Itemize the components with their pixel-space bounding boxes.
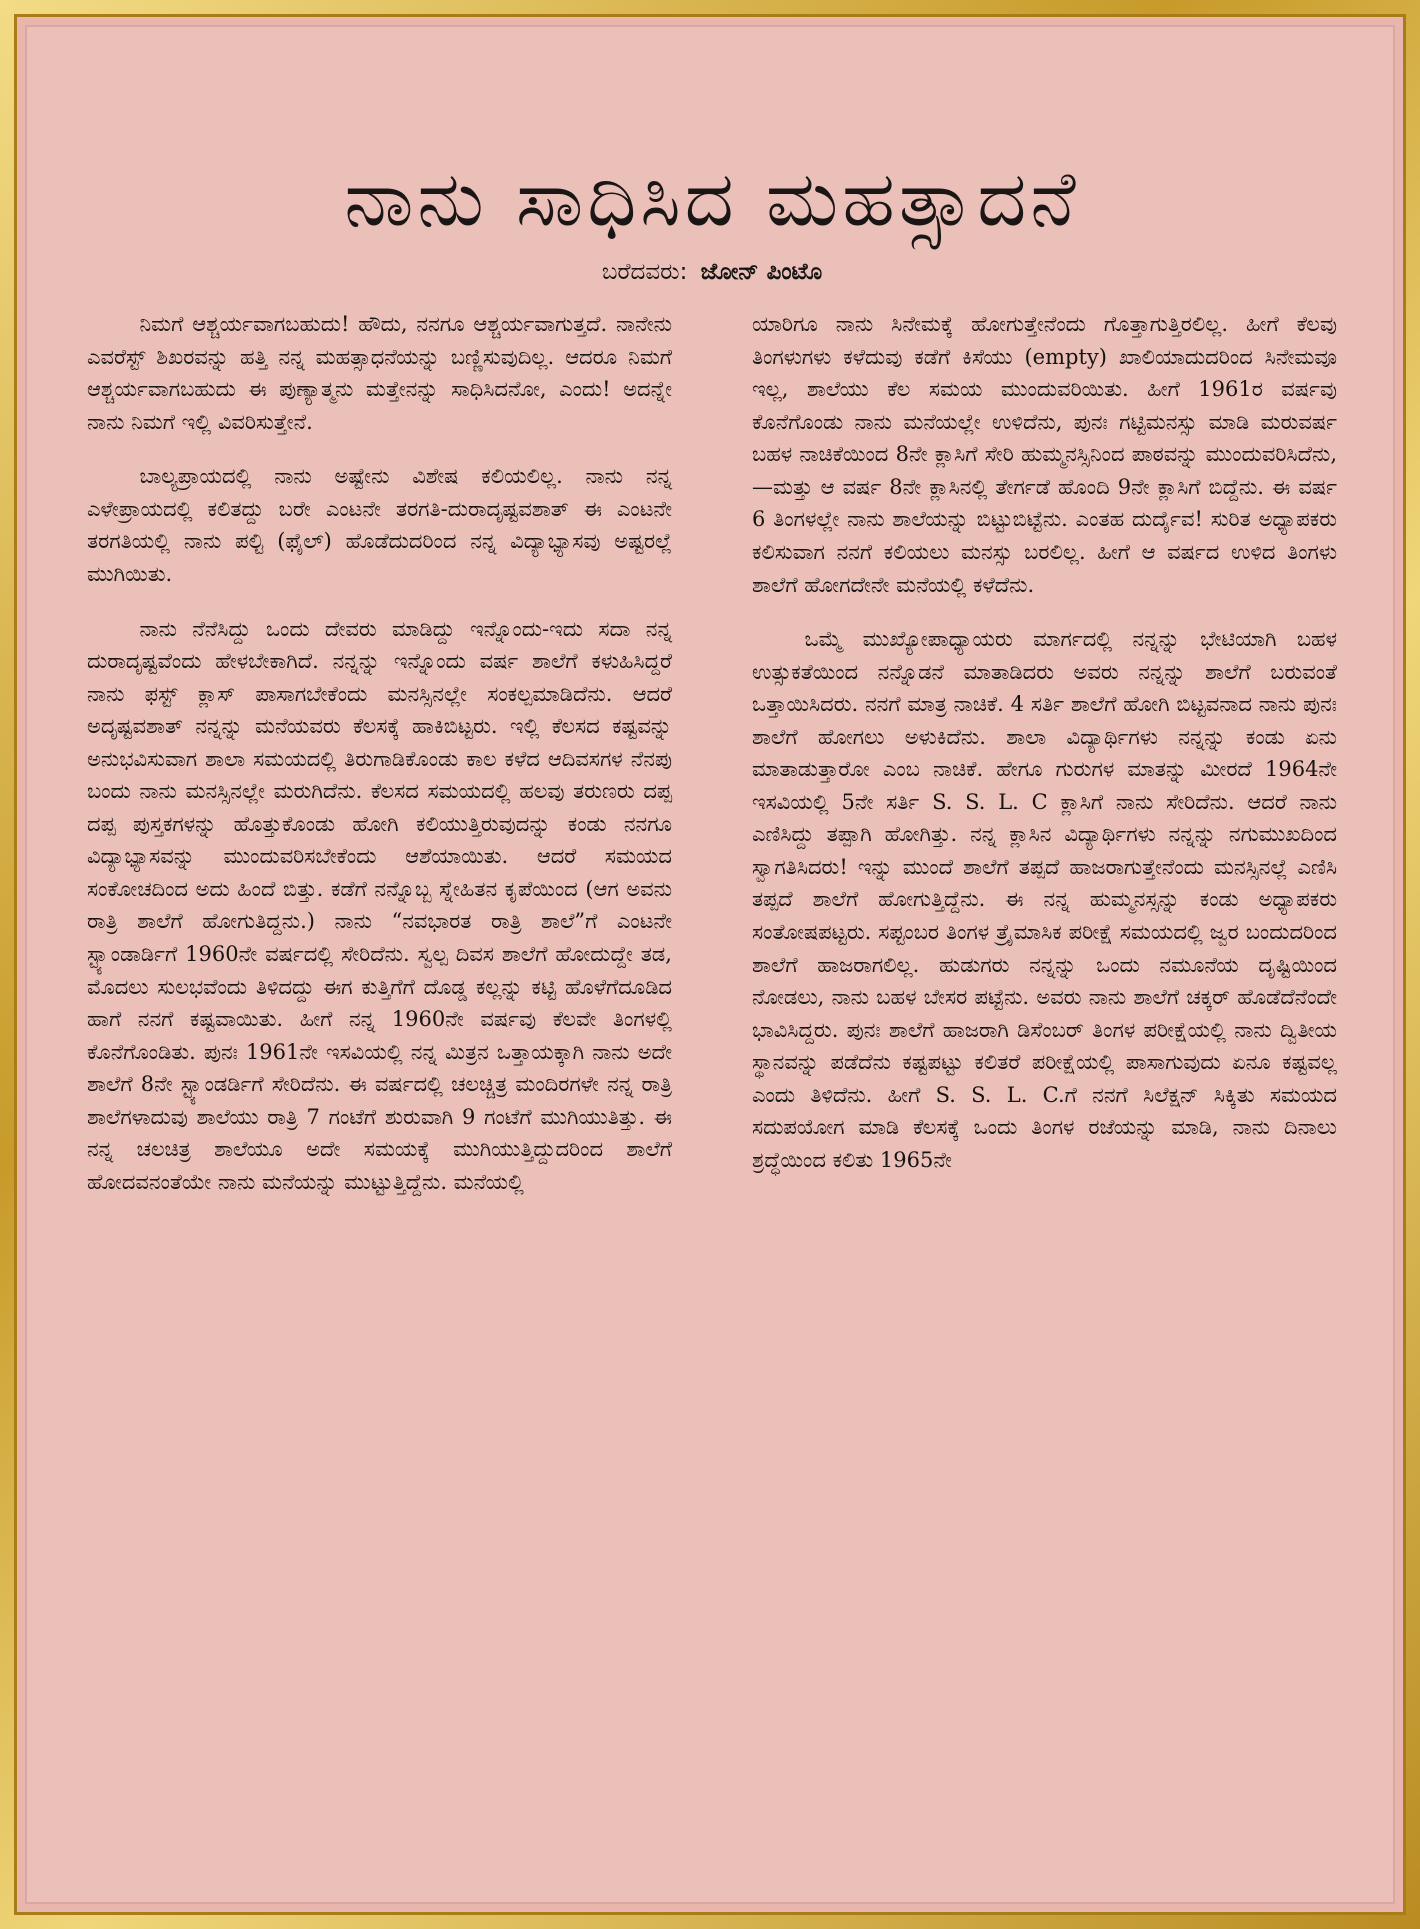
article-title: ನಾನು ಸಾಧಿಸಿದ ಮಹತ್ಸಾದನೆ xyxy=(344,154,1080,243)
paragraph: ಬಾಲ್ಯಪ್ರಾಯದಲ್ಲಿ ನಾನು ಅಷ್ಟೇನು ವಿಶೇಷ ಕಲಿಯಲಿಲ್ಲ. ನಾನು ನನ್ನ ಎಳೇಪ್ರಾಯದಲ್ಲಿ ಕಲಿತದ್ದು ಬರೇ ಎಂಟನೇ ತರಗತಿ-ದುರಾದೃಷ್ಟವಶಾತ್ ಈ ಎಂಟನೇ ತರಗತಿಯಲ್ಲಿ ನಾನು ಪಲ್ಟಿ (ಫೈಲ್) ಹೊಡೆದುದರಿಂದ ನನ್ನ ವಿದ್ಯಾಭ್ಯಾಸವು ಅಷ್ಟರಲ್ಲೆ ಮುಗಿಯಿತು. xyxy=(87,464,672,587)
paragraph: ಒಮ್ಮೆ ಮುಖ್ಯೋಪಾಧ್ಯಾಯರು ಮಾರ್ಗದಲ್ಲಿ ನನ್ನನ್ನು ಭೇಟಿಯಾಗಿ ಬಹಳ ಉತ್ಸುಕತೆಯಿಂದ ನನ್ನೊಡನೆ ಮಾತಾಡಿದರು ಅವರು ನನ್ನನ್ನು ಶಾಲೆಗೆ ಬರುವಂತೆ ಒತ್ತಾಯಿಸಿದರು. ನನಗೆ ಮಾತ್ರ ನಾಚಿಕೆ. 4 ಸರ್ತಿ ಶಾಲೆಗೆ ಹೋಗಿ ಬಿಟ್ಟವನಾದ ನಾನು ಪುನಃ ಶಾಲೆಗೆ ಹೋಗಲು ಅಳುಕಿದೆನು. ಶಾಲಾ ವಿದ್ಯಾರ್ಥಿಗಳು ನನ್ನನ್ನು ಕಂಡು ಏನು ಮಾತಾಡುತ್ತಾರೋ ಎಂಬ ನಾಚಿಕೆ. ಹೇಗೂ ಗುರುಗಳ ಮಾತನ್ನು ಮೀರದೆ 1964ನೇ ಇಸವಿಯಲ್ಲಿ 5ನೇ ಸರ್ತಿ S. S. L. C ಕ್ಲಾಸಿಗೆ ನಾನು ಸೇರಿದೆನು. ಆದರೆ ನಾನು ಎಣಿಸಿದ್ದು ತಪ್ಪಾಗಿ ಹೋಗಿತ್ತು. ನನ್ನ ಕ್ಲಾಸಿನ ವಿದ್ಯಾರ್ಥಿಗಳು ನನ್ನನ್ನು ನಗುಮುಖದಿಂದ ಸ್ವಾಗತಿಸಿದರು! ಇನ್ನು ಮುಂದೆ ಶಾಲೆಗೆ ತಪ್ಪದೆ ಹಾಜರಾಗುತ್ತೇನೆಂದು ಮನಸ್ಸಿನಲ್ಲೆ ಎಣಿಸಿ ತಪ್ಪದೆ ಶಾಲೆಗೆ ಹೋಗುತ್ತಿದ್ದೆನು. ಈ ನನ್ನ ಹುಮ್ಮನಸ್ಸನ್ನು ಕಂಡು ಅಧ್ಯಾಪಕರು ಸಂತೋಷಪಟ್ಟರು. ಸಪ್ಟಂಬರ ತಿಂಗಳ ತ್ರೈಮಾಸಿಕ ಪರೀಕ್ಷೆ ಸಮಯದಲ್ಲಿ ಜ್ವರ ಬಂದುದರಿಂದ ಶಾಲೆಗೆ ಹಾಜರಾಗಲಿಲ್ಲ. ಹುಡುಗರು ನನ್ನನ್ನು ಒಂದು ನಮೂನೆಯ ದೃಷ್ಟಿಯಿಂದ ನೋಡಲು, ನಾನು ಬಹಳ ಬೇಸರ ಪಟ್ಟೆನು. ಅವರು ನಾನು ಶಾಲೆಗೆ ಚಕ್ಕರ್ ಹೊಡೆದೆನೆಂದೇ ಭಾವಿಸಿದ್ದರು. ಪುನಃ ಶಾಲೆಗೆ ಹಾಜರಾಗಿ ಡಿಸೆಂಬರ್ ತಿಂಗಳ ಪರೀಕ್ಷೆಯಲ್ಲಿ ನಾನು ದ್ವಿತೀಯ ಸ್ಥಾನವನ್ನು ಪಡೆದೆನು ಕಷ್ಟಪಟ್ಟು ಕಲಿತರೆ ಪರೀಕ್ಷೆಯಲ್ಲಿ ಪಾಸಾಗುವುದು ಏನೂ ಕಷ್ಟವಲ್ಲ ಎಂದು ತಿಳಿದೆನು. ಹೀಗೆ S. S. L. C.ಗೆ ನನಗೆ ಸಿಲೆಕ್ಷನ್ ಸಿಕ್ಕಿತು ಸಮಯದ ಸದುಪಯೋಗ ಮಾಡಿ ಕೆಲಸಕ್ಕೆ ಒಂದು ತಿಂಗಳ ರಜೆಯನ್ನು ಮಾಡಿ, ನಾನು ದಿನಾಲು ಶ್ರದ್ಧೆಯಿಂದ ಕಲಿತು 1965ನೇ xyxy=(752,627,1337,1172)
author-name: ಜೋನ್ ಪಿಂಟೊ xyxy=(700,258,823,285)
byline xyxy=(87,259,1337,287)
magazine-page xyxy=(25,25,1395,1904)
frame-mat xyxy=(14,14,1406,1915)
byline-label: ಬರೆದವರು: xyxy=(601,258,688,285)
article-body xyxy=(87,308,1337,1198)
paragraph: ಯಾರಿಗೂ ನಾನು ಸಿನೇಮಕ್ಕೆ ಹೋಗುತ್ತೇನೆಂದು ಗೊತ್ತಾಗುತ್ತಿರಲಿಲ್ಲ. ಹೀಗೆ ಕೆಲವು ತಿಂಗಳುಗಳು ಕಳೆದುವು ಕಡೆಗೆ ಕಿಸೆಯು (empty) ಖಾಲಿಯಾದುದರಿಂದ ಸಿನೇಮವೂ ಇಲ್ಲ, ಶಾಲೆಯು ಕೆಲ ಸಮಯ ಮುಂದುವರಿಯಿತು. ಹೀಗೆ 1961ರ ವರ್ಷವು ಕೊನೆಗೊಂಡು ನಾನು ಮನೆಯಲ್ಲೇ ಉಳಿದೆನು, ಪುನಃ ಗಟ್ಟಿಮನಸ್ಸು ಮಾಡಿ ಮರುವರ್ಷ ಬಹಳ ನಾಚಿಕೆಯಿಂದ 8ನೇ ಕ್ಲಾಸಿಗೆ ಸೇರಿ ಹುಮ್ಮನಸ್ಸಿನಿಂದ ಪಾಠವನ್ನು ಮುಂದುವರಿಸಿದೆನು,—ಮತ್ತು ಆ ವರ್ಷ 8ನೇ ಕ್ಲಾಸಿನಲ್ಲಿ ತೇರ್ಗಡೆ ಹೊಂದಿ 9ನೇ ಕ್ಲಾಸಿಗೆ ಬಿದ್ದೆನು. ಈ ವರ್ಷ 6 ತಿಂಗಳಲ್ಲೇ ನಾನು ಶಾಲೆಯನ್ನು ಬಿಟ್ಟುಬಿಟ್ಟೆನು. ಎಂತಹ ದುರ್ದೈವ! ಸುರಿತ ಅಧ್ಯಾಪಕರು ಕಲಿಸುವಾಗ ನನಗೆ ಕಲಿಯಲು ಮನಸ್ಸು ಬರಲಿಲ್ಲ. ಹೀಗೆ ಆ ವರ್ಷದ ಉಳಿದ ತಿಂಗಳು ಶಾಲೆಗೆ ಹೋಗದೇನೇ ಮನೆಯಲ್ಲಿ ಕಳೆದೆನು. xyxy=(752,312,1337,597)
paragraph: ನಿಮಗೆ ಆಶ್ಚರ್ಯವಾಗಬಹುದು! ಹೌದು, ನನಗೂ ಆಶ್ಚರ್ಯವಾಗುತ್ತದೆ. ನಾನೇನು ಎವರೆಸ್ಟ್ ಶಿಖರವನ್ನು ಹತ್ತಿ ನನ್ನ ಮಹತ್ಸಾಧನೆಯನ್ನು ಬಣ್ಣಿಸುವುದಿಲ್ಲ. ಆದರೂ ನಿಮಗೆ ಆಶ್ಚರ್ಯವಾಗಬಹುದು ಈ ಪುಣ್ಯಾತ್ಮನು ಮತ್ತೇನನ್ನು ಸಾಧಿಸಿದನೋ, ಎಂದು! ಅದನ್ನೇ ನಾನು ನಿಮಗೆ ಇಲ್ಲಿ ವಿವರಿಸುತ್ತೇನೆ. xyxy=(87,312,672,434)
left-column xyxy=(87,308,672,1198)
right-column xyxy=(752,308,1337,1198)
paragraph: ನಾನು ನೆನೆಸಿದ್ದು ಒಂದು ದೇವರು ಮಾಡಿದ್ದು ಇನ್ನೊಂದು-ಇದು ಸದಾ ನನ್ನ ದುರಾದೃಷ್ಟವೆಂದು ಹೇಳಬೇಕಾಗಿದೆ. ನನ್ನನ್ನು ಇನ್ನೊಂದು ವರ್ಷ ಶಾಲೆಗೆ ಕಳುಹಿಸಿದ್ದರೆ ನಾನು ಫಸ್ಟ್ ಕ್ಲಾಸ್ ಪಾಸಾಗಬೇಕೆಂದು ಮನಸ್ಸಿನಲ್ಲೇ ಸಂಕಲ್ಪಮಾಡಿದೆನು. ಆದರೆ ಅದೃಷ್ಟವಶಾತ್ ನನ್ನನ್ನು ಮನೆಯವರು ಕೆಲಸಕ್ಕೆ ಹಾಕಿಬಿಟ್ಟರು. ಇಲ್ಲಿ ಕೆಲಸದ ಕಷ್ಟವನ್ನು ಅನುಭವಿಸುವಾಗ ಶಾಲಾ ಸಮಯದಲ್ಲಿ ತಿರುಗಾಡಿಕೊಂಡು ಕಾಲ ಕಳೆದ ಆದಿವಸಗಳ ನೆನಪು ಬಂದು ನಾನು ಮನಸ್ಸಿನಲ್ಲೇ ಮರುಗಿದೆನು. ಕೆಲಸದ ಸಮಯದಲ್ಲಿ ಹಲವು ತರುಣರು ದಪ್ಪ ದಪ್ಪ ಪುಸ್ತಕಗಳನ್ನು ಹೊತ್ತುಕೊಂಡು ಹೋಗಿ ಕಲಿಯುತ್ತಿರುವುದನ್ನು ಕಂಡು ನನಗೂ ವಿದ್ಯಾಭ್ಯಾಸವನ್ನು ಮುಂದುವರಿಸಬೇಕೆಂದು ಆಶೆಯಾಯಿತು. ಆದರೆ ಸಮಯದ ಸಂಕೋಚದಿಂದ ಅದು ಹಿಂದೆ ಬಿತ್ತು. ಕಡೆಗೆ ನನ್ನೊಬ್ಬ ಸ್ನೇಹಿತನ ಕೃಪೆಯಿಂದ (ಆಗ ಅವನು ರಾತ್ರಿ ಶಾಲೆಗೆ ಹೋಗುತಿದ್ದನು.) ನಾನು “ನವಭಾರತ ರಾತ್ರಿ ಶಾಲೆ”ಗೆ ಎಂಟನೇ ಸ್ಟ್ಯಾಂಡಾರ್ಡಿಗೆ 1960ನೇ ವರ್ಷದಲ್ಲಿ ಸೇರಿದೆನು. ಸ್ವಲ್ಪ ದಿವಸ ಶಾಲೆಗೆ ಹೋದುದ್ದೇ ತಡ, ಮೊದಲು ಸುಲಭವೆಂದು ತಿಳಿದದ್ದು ಈಗ ಕುತ್ತಿಗೆಗೆ ದೊಡ್ಡ ಕಲ್ಲನ್ನು ಕಟ್ಟಿ ಹೊಳೆಗೆದೂಡಿದ ಹಾಗೆ ನನಗೆ ಕಷ್ಟವಾಯಿತು. ಹೀಗೆ ನನ್ನ 1960ನೇ ವರ್ಷವು ಕೆಲವೇ ತಿಂಗಳಲ್ಲಿ ಕೊನೆಗೊಂಡಿತು. ಪುನಃ 1961ನೇ ಇಸವಿಯಲ್ಲಿ ನನ್ನ ಮಿತ್ರನ ಒತ್ತಾಯಕ್ಕಾಗಿ ನಾನು ಅದೇ ಶಾಲೆಗೆ 8ನೇ ಸ್ಟ್ಯಾಂಡರ್ಡಿಗೆ ಸೇರಿದೆನು. ಈ ವರ್ಷದಲ್ಲಿ ಚಲಚ್ಚಿತ್ರ ಮಂದಿರಗಳೇ ನನ್ನ ರಾತ್ರಿ ಶಾಲೆಗಳಾದುವು ಶಾಲೆಯು ರಾತ್ರಿ 7 ಗಂಟೆಗೆ ಶುರುವಾಗಿ 9 ಗಂಟೆಗೆ ಮುಗಿಯುತಿತ್ತು. ಈ ನನ್ನ ಚಲಚಿತ್ರ ಶಾಲೆಯೂ ಅದೇ ಸಮಯಕ್ಕೆ ಮುಗಿಯುತ್ತಿದ್ದುದರಿಂದ ಶಾಲೆಗೆ ಹೋದವನಂತೆಯೇ ನಾನು ಮನೆಯನ್ನು ಮುಟ್ಟುತ್ತಿದ್ದೆನು. ಮನೆಯಲ್ಲಿ xyxy=(87,616,672,1194)
